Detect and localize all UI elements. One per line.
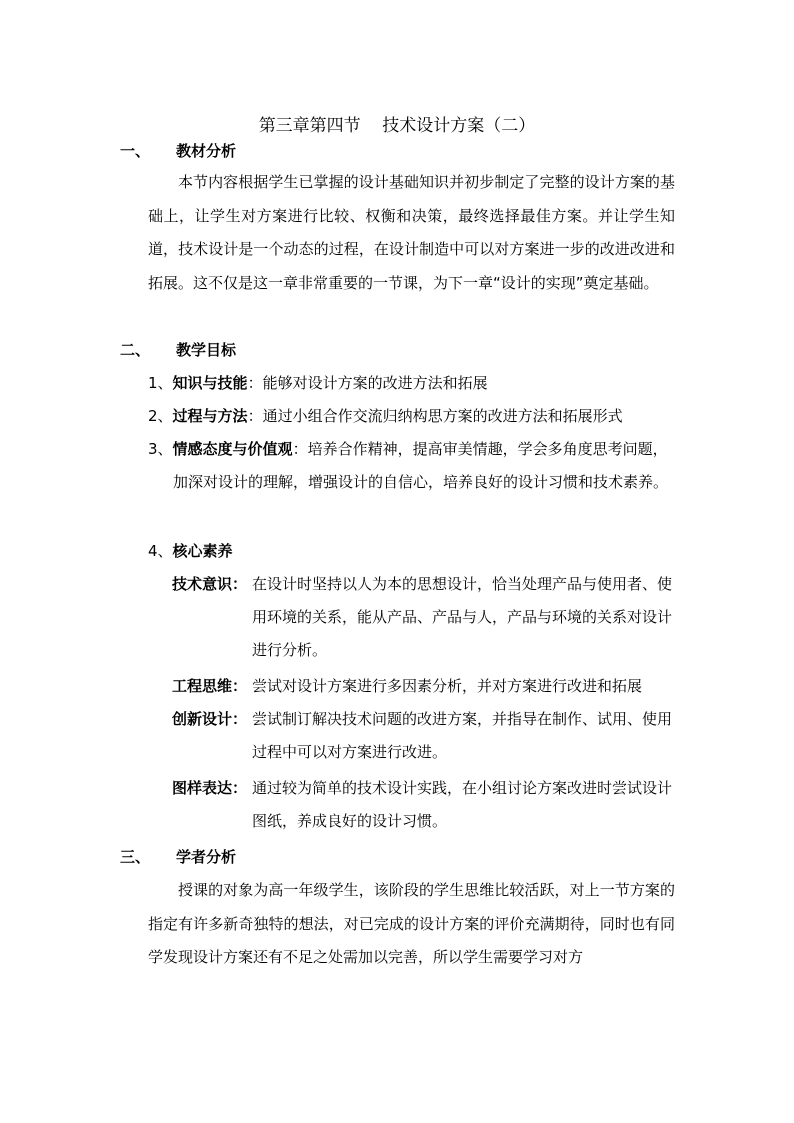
objective-label: 知识与技能 [172,374,248,392]
literacy-label: 工程思维： [172,677,248,695]
literacy-text: 在设计时坚持以人为本的思想设计，恰当处理产品与使用者、使用环境的关系，能从产品、产品与人，产品与环境的关系对设计进行分析。 [252,575,673,659]
literacy-label: 图样表达： [172,779,248,797]
objective-core-literacy [148,540,233,562]
objective-number: 3、 [148,440,173,458]
section-body-learners: 授课的对象为高一年级学生，该阶段的学生思维比较活跃，对上一节方案的指定有许多新奇独特的想法，对已完成的设计方案的评价充满期待，同时也有同学发现设计方案还有不足之处需加以完善，所以学生需要学习对方 [148,881,675,966]
section-heading-learners [120,846,236,868]
objective-text: 培养合作精神，提高审美情趣，学会多角度思考问题，加深对设计的理解，增强设计的自信心，培养良好的设计习惯和技术素养。 [173,440,669,491]
objective-number: 4、 [148,542,173,560]
section-heading-objectives [120,339,236,361]
literacy-engineering-thinking [172,670,677,703]
page-title: 第三章第四节 技术设计方案（二） [258,116,536,136]
section-number: 三、 [120,848,151,866]
literacy-label: 创新设计： [172,710,248,728]
objective-separator: ： [247,374,263,392]
literacy-text: 尝试对设计方案进行多因素分析，并对方案进行改进和拓展 [252,677,643,695]
objective-text: 能够对设计方案的改进方法和拓展 [262,374,488,392]
literacy-innovative-design [172,703,677,769]
section-title: 教学目标 [176,341,237,359]
objective-label: 过程与方法 [172,407,248,425]
section-number: 一、 [120,142,151,160]
objective-label: 情感态度与价值观 [172,440,293,458]
literacy-graphic-expression [172,772,677,838]
section-heading-analysis [120,140,236,162]
literacy-label: 技术意识： [172,575,248,593]
literacy-text: 尝试制订解决技术问题的改进方案，并指导在制作、试用、使用过程中可以对方案进行改进。 [252,710,673,761]
section-title: 教材分析 [176,142,237,160]
objective-separator: ： [292,440,308,458]
objective-knowledge [148,367,678,400]
literacy-text: 通过较为简单的技术设计实践，在小组讨论方案改进时尝试设计图纸，养成良好的设计习惯。 [252,779,673,830]
literacy-technical-awareness [172,568,677,667]
objective-process [148,400,678,433]
section-body-analysis: 本节内容根据学生已掌握的设计基础知识并初步制定了完整的设计方案的基础上，让学生对方案进行比较、权衡和决策，最终选择最佳方案。并让学生知道，技术设计是一个动态的过程，在设计制造中可以对方案进一步的改进改进和拓展。这不仅是这一章非常重要的一节课，为下一章“设计的实现”奠定基础。 [148,173,675,292]
objective-separator: ： [247,407,263,425]
objective-attitude [148,433,678,499]
objective-label: 核心素养 [172,542,233,560]
objective-number: 1、 [148,374,173,392]
objective-number: 2、 [148,407,173,425]
section-title: 学者分析 [176,848,237,866]
section-number: 二、 [120,341,151,359]
objective-text: 通过小组合作交流归纳构思方案的改进方法和拓展形式 [262,407,623,425]
